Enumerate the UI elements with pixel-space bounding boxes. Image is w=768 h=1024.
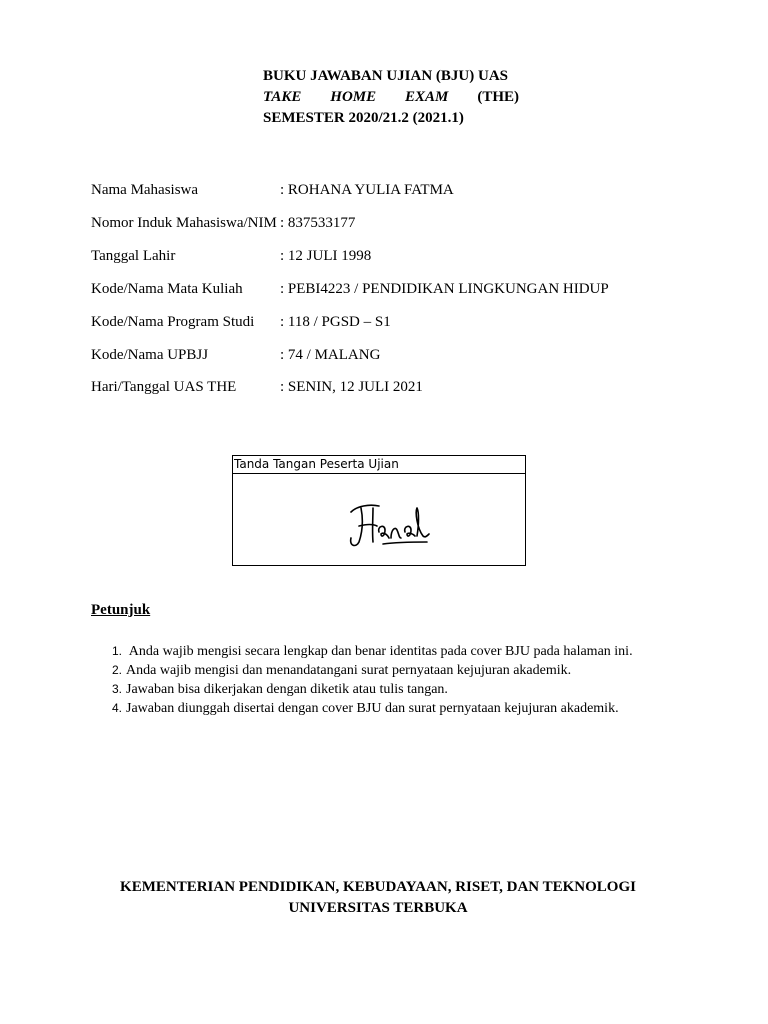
identity-label: Nama Mahasiswa xyxy=(91,182,199,198)
instructions-heading: Petunjuk xyxy=(91,602,151,618)
title-line-3: SEMESTER 2020/21.2 (2021.1) xyxy=(263,110,464,126)
handwritten-signature xyxy=(343,484,433,554)
institution-footer xyxy=(0,877,756,919)
title-word-the: (THE) xyxy=(477,89,519,105)
identity-label: Kode/Nama Mata Kuliah xyxy=(91,281,243,297)
list-item-number: 4. xyxy=(112,701,123,715)
university-name: UNIVERSITAS TERBUKA xyxy=(288,900,468,916)
title-word-exam: EXAM xyxy=(405,89,449,105)
title-line-2 xyxy=(263,87,519,108)
identity-value: : PEBI4223 / PENDIDIKAN LINGKUNGAN HIDUP xyxy=(280,281,609,297)
list-item-text: Anda wajib mengisi secara lengkap dan benar identitas pada cover BJU pada halaman ini. xyxy=(126,644,633,659)
identity-label: Kode/Nama Program Studi xyxy=(91,314,255,330)
title-word-home: HOME xyxy=(330,89,377,105)
list-item-number: 2. xyxy=(112,663,123,677)
document-title xyxy=(263,66,519,129)
identity-value: : 74 / MALANG xyxy=(280,347,381,363)
identity-value: : 837533177 xyxy=(280,215,356,231)
list-item xyxy=(112,699,633,718)
signature-header: Tanda Tangan Peserta Ujian xyxy=(233,456,525,474)
list-item-text: Anda wajib mengisi dan menandatangani surat pernyataan kejujuran akademik. xyxy=(126,663,572,678)
list-item xyxy=(112,642,633,661)
identity-value: : 12 JULI 1998 xyxy=(280,248,372,264)
identity-label: Kode/Nama UPBJJ xyxy=(91,347,209,363)
title-line-1: BUKU JAWABAN UJIAN (BJU) UAS xyxy=(263,68,509,84)
list-item xyxy=(112,661,633,680)
list-item xyxy=(112,680,633,699)
list-item-number: 3. xyxy=(112,682,123,696)
list-item-number: 1. xyxy=(112,644,123,658)
identity-label: Hari/Tanggal UAS THE xyxy=(91,379,237,395)
identity-label: Nomor Induk Mahasiswa/NIM xyxy=(91,215,277,231)
signature-box xyxy=(232,455,526,566)
title-word-take: TAKE xyxy=(263,89,302,105)
list-item-text: Jawaban diunggah disertai dengan cover BJU dan surat pernyataan kejujuran akademik. xyxy=(126,701,619,716)
identity-value: : ROHANA YULIA FATMA xyxy=(280,182,454,198)
identity-label: Tanggal Lahir xyxy=(91,248,176,264)
list-item-text: Jawaban bisa dikerjakan dengan diketik atau tulis tangan. xyxy=(126,682,448,697)
signature-area xyxy=(233,474,525,565)
identity-value: : 118 / PGSD – S1 xyxy=(280,314,391,330)
ministry-name: KEMENTERIAN PENDIDIKAN, KEBUDAYAAN, RISET, DAN TEKNOLOGI xyxy=(120,879,636,895)
instructions-list xyxy=(112,642,633,718)
identity-value: : SENIN, 12 JULI 2021 xyxy=(280,379,423,395)
